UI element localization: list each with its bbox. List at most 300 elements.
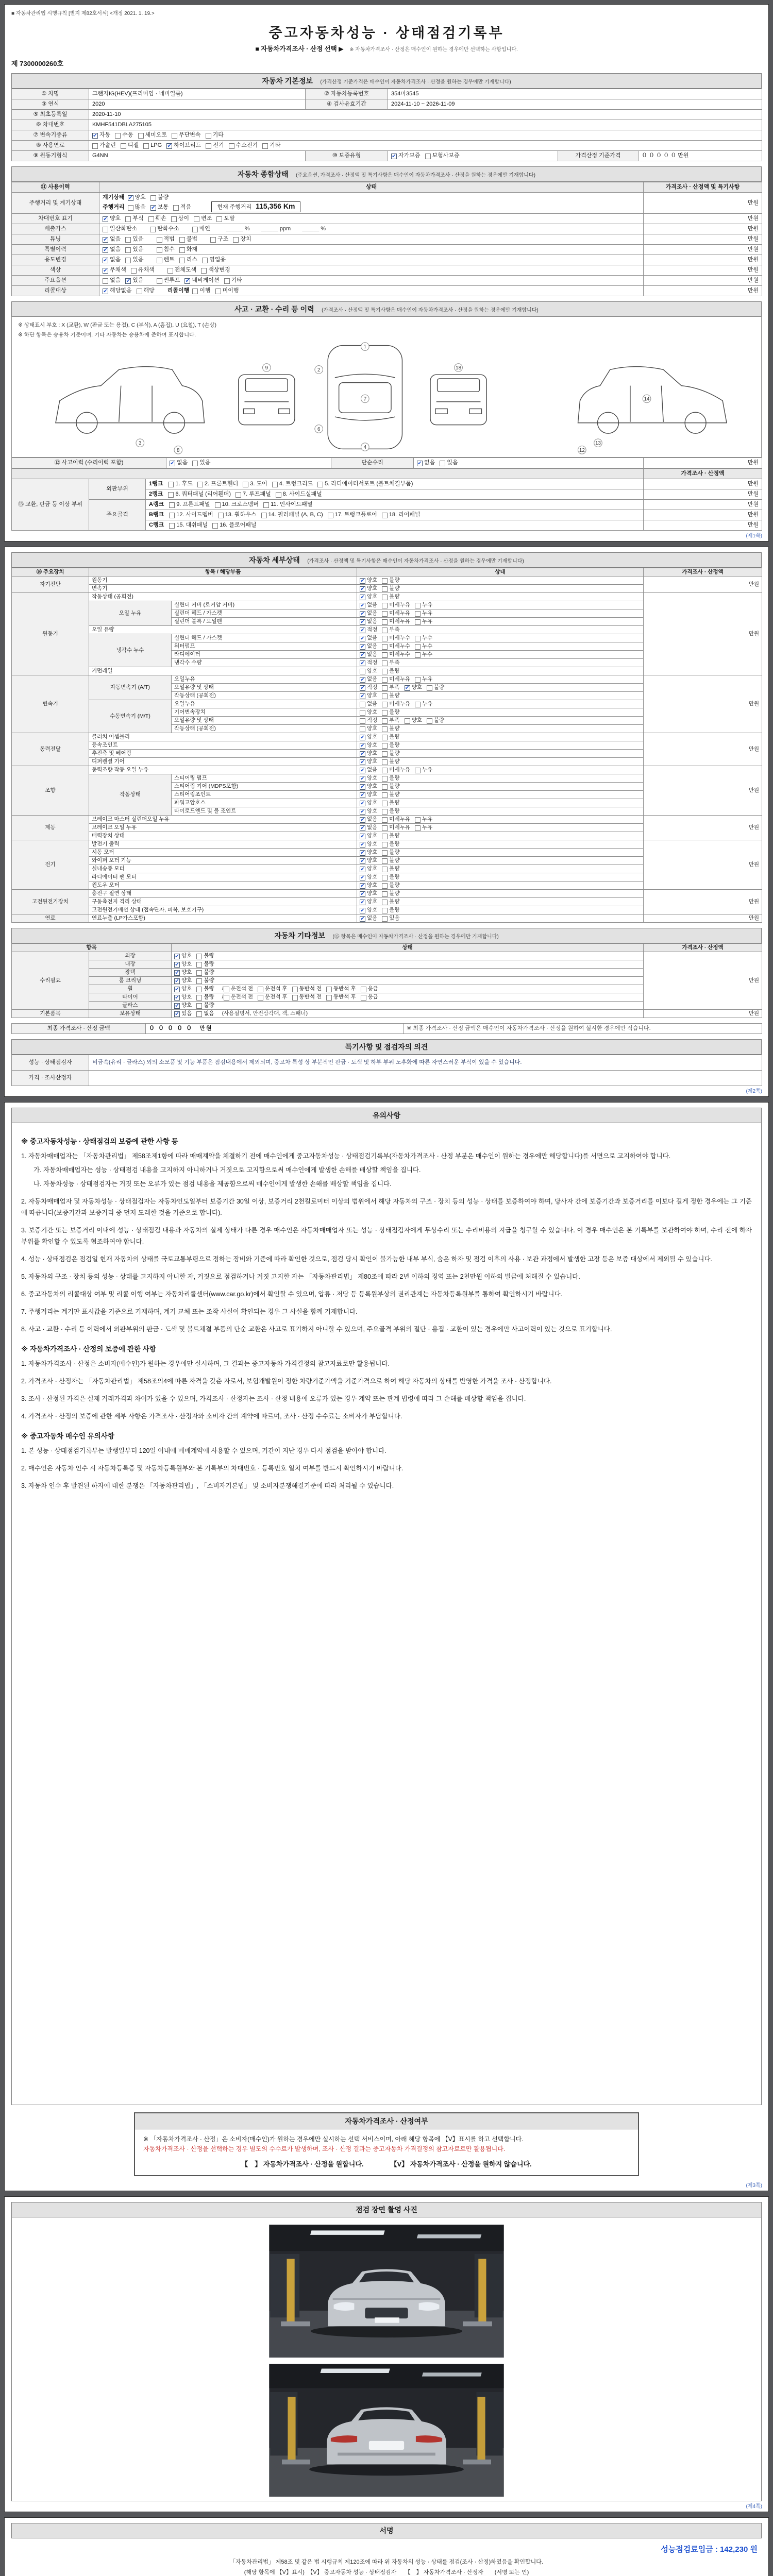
option-label: 양호 (367, 742, 378, 748)
checkbox[interactable] (427, 685, 432, 691)
checkbox[interactable] (169, 523, 175, 529)
fee-value: 142,230 (720, 2545, 748, 2554)
checkbox-option (360, 659, 377, 666)
checkbox[interactable]: ✔ (360, 636, 365, 641)
checkbox[interactable] (150, 227, 156, 232)
option-label: 12. 사이드멤버 (176, 512, 213, 518)
checkbox[interactable] (328, 513, 333, 518)
checkbox[interactable] (382, 710, 388, 716)
checkbox[interactable] (150, 195, 156, 201)
checkbox[interactable] (215, 289, 221, 294)
checkbox[interactable] (326, 995, 332, 1001)
checkbox[interactable]: ✔ (360, 900, 365, 905)
signature-parties: (해당 항목에 【V】표시) 【V】 중고자동차 성능 · 상태점검자 【 】 자동차가격조사 · 산정자 (서명 또는 인) (244, 2569, 529, 2575)
table-row (12, 130, 762, 141)
checkbox[interactable] (382, 842, 388, 848)
checkbox-option (360, 857, 377, 864)
checkbox[interactable]: ✔ (360, 628, 365, 633)
section-title: 유의사항 (372, 1111, 401, 1120)
checkbox[interactable] (103, 278, 108, 284)
checkbox[interactable] (224, 995, 229, 1001)
checkbox[interactable] (148, 216, 154, 222)
checkbox[interactable] (361, 995, 366, 1001)
checkbox[interactable]: ✔ (360, 858, 365, 864)
option-label: 불량 (389, 907, 400, 913)
checkbox-option (360, 824, 377, 831)
checkbox[interactable] (173, 205, 179, 211)
checkbox[interactable] (382, 644, 388, 650)
choice-option[interactable] (241, 2160, 363, 2168)
option-label: 불량 (389, 783, 400, 789)
checkbox[interactable] (218, 513, 224, 518)
checkbox[interactable] (103, 227, 108, 232)
item-state (357, 865, 644, 873)
checkbox[interactable] (206, 143, 211, 149)
checkbox-option (272, 480, 313, 488)
remarks-grid (11, 1055, 762, 1086)
checkbox[interactable] (121, 143, 126, 149)
checkbox[interactable]: ✔ (175, 978, 179, 984)
checkbox[interactable] (292, 987, 298, 992)
table-row (12, 675, 762, 684)
checkbox[interactable]: ✔ (360, 784, 365, 790)
checkbox[interactable] (382, 660, 388, 666)
checkbox[interactable] (196, 970, 202, 976)
checkbox[interactable]: ✔ (360, 660, 365, 666)
checkbox-option (229, 142, 258, 149)
checkbox-option (148, 215, 166, 223)
checkbox[interactable] (157, 278, 162, 284)
option-group (167, 287, 244, 294)
checkbox[interactable] (382, 578, 388, 584)
checkbox[interactable] (382, 825, 388, 831)
checkbox[interactable]: ✔ (360, 825, 365, 831)
checkbox[interactable] (382, 875, 388, 880)
checkbox[interactable] (382, 883, 388, 889)
checkbox[interactable] (138, 133, 144, 139)
option-group (210, 236, 256, 242)
checkbox[interactable] (382, 792, 388, 798)
checkbox[interactable] (382, 677, 388, 683)
checkbox[interactable]: ✔ (360, 693, 365, 699)
checkbox[interactable]: ✔ (103, 237, 108, 243)
checkbox[interactable] (382, 718, 388, 724)
checkbox[interactable] (360, 718, 365, 724)
checkbox[interactable]: ✔ (93, 133, 97, 139)
option-label: 누수 (422, 643, 433, 649)
checkbox[interactable] (415, 817, 421, 823)
checkbox[interactable] (125, 247, 131, 253)
checkbox[interactable] (125, 216, 131, 222)
checkbox[interactable]: ✔ (175, 1003, 179, 1009)
checkbox[interactable]: ✔ (170, 461, 175, 466)
checkbox[interactable] (382, 776, 388, 782)
checkbox[interactable] (196, 978, 202, 984)
checkbox[interactable]: ✔ (360, 891, 365, 897)
checkbox[interactable]: ✔ (360, 916, 365, 922)
checkbox[interactable] (224, 987, 229, 992)
checkbox[interactable] (172, 133, 177, 139)
checkbox[interactable] (216, 216, 222, 222)
checkbox[interactable] (233, 237, 239, 243)
checkbox[interactable] (92, 143, 98, 149)
checkbox[interactable] (415, 652, 421, 658)
field-label: ⑤ 최초등록일 (12, 110, 89, 120)
checkbox[interactable]: ✔ (185, 278, 190, 284)
checkbox-option (382, 833, 399, 839)
checkbox[interactable] (382, 611, 388, 617)
checkbox[interactable] (425, 154, 431, 159)
checkbox-option (415, 643, 432, 650)
item-state (357, 700, 644, 708)
checkbox[interactable] (427, 718, 432, 724)
checkbox-option (196, 961, 214, 968)
checkbox[interactable]: ✔ (405, 685, 410, 691)
checkbox[interactable] (262, 143, 268, 149)
checkbox[interactable]: ✔ (103, 258, 108, 263)
checkbox[interactable] (382, 628, 388, 633)
checkbox[interactable] (263, 502, 269, 508)
checkbox[interactable] (171, 216, 177, 222)
checkbox-option (415, 824, 432, 831)
checkbox-option (405, 684, 422, 691)
checkbox[interactable] (128, 205, 133, 211)
checkbox[interactable] (192, 227, 198, 232)
checkbox[interactable] (206, 133, 211, 139)
checkbox[interactable] (360, 710, 365, 716)
checkbox[interactable] (179, 247, 185, 253)
checkbox[interactable] (415, 677, 421, 683)
checkbox[interactable] (258, 995, 263, 1001)
checkbox-option (360, 874, 377, 880)
checkbox-option (405, 717, 422, 724)
section-title: 점검 장면 촬영 사진 (356, 2206, 417, 2214)
checkbox[interactable] (258, 987, 263, 992)
svg-text:3: 3 (139, 440, 142, 447)
checkbox[interactable]: ✔ (360, 834, 365, 839)
checkbox[interactable] (196, 987, 202, 992)
checkbox[interactable] (382, 652, 388, 658)
checkbox[interactable] (382, 817, 388, 823)
option-label: 적정 (367, 659, 378, 666)
detail-condition-grid (11, 568, 762, 923)
checkbox[interactable] (382, 669, 388, 674)
checkbox[interactable]: ✔ (360, 867, 365, 872)
checkbox[interactable] (415, 644, 421, 650)
checkbox-option (360, 602, 377, 608)
checkbox[interactable] (440, 461, 445, 466)
checkbox[interactable]: ✔ (126, 278, 130, 284)
item-name: 타이어 (89, 993, 172, 1002)
item-name: 워터펌프 (172, 642, 357, 651)
checkbox[interactable] (382, 636, 388, 641)
checkbox[interactable] (382, 850, 388, 856)
checkbox-option (292, 986, 322, 992)
checkbox-option (382, 915, 399, 922)
column-header: 상태 (357, 568, 644, 577)
checkbox[interactable] (360, 726, 365, 732)
checkbox[interactable] (382, 900, 388, 905)
checkbox[interactable] (201, 268, 207, 274)
price-cell: 만원 (644, 245, 762, 255)
checkbox[interactable] (382, 702, 388, 707)
item-state (357, 824, 644, 832)
checkbox[interactable]: ✔ (360, 908, 365, 913)
checkbox[interactable] (157, 237, 162, 243)
checkbox[interactable] (196, 1003, 202, 1009)
field-label: ③ 연식 (12, 99, 89, 110)
item-state (357, 609, 644, 618)
checkbox[interactable] (382, 891, 388, 897)
checkbox[interactable] (224, 278, 230, 284)
checkbox[interactable]: ✔ (103, 268, 108, 274)
checkbox[interactable] (167, 268, 173, 274)
option-label: 양호 (367, 791, 378, 798)
checkbox[interactable] (243, 482, 248, 487)
checkbox[interactable]: ✔ (360, 644, 365, 650)
checkbox[interactable] (194, 216, 199, 222)
checkbox[interactable] (192, 289, 198, 294)
field-value: 2020-11-10 (89, 110, 762, 120)
checkbox[interactable]: ✔ (360, 751, 365, 757)
checkbox-option (382, 635, 410, 641)
checkbox[interactable] (317, 482, 323, 487)
option-label: 없음 (367, 701, 378, 707)
checkbox[interactable] (236, 492, 241, 498)
checkbox-option (103, 246, 121, 253)
checkbox[interactable] (196, 1011, 202, 1017)
checkbox[interactable]: ✔ (175, 987, 179, 992)
option-label: 있음 (199, 460, 211, 466)
checkbox[interactable]: ✔ (360, 801, 365, 806)
checkbox[interactable]: ✔ (360, 677, 365, 683)
checkbox[interactable]: ✔ (175, 962, 179, 968)
checkbox[interactable] (415, 768, 421, 773)
checkbox[interactable] (276, 492, 281, 498)
checkbox[interactable] (169, 502, 175, 508)
checkbox[interactable] (382, 693, 388, 699)
option-group (167, 267, 235, 273)
checkbox[interactable]: ✔ (151, 205, 156, 211)
checkbox[interactable] (168, 482, 174, 487)
checkbox[interactable]: ✔ (360, 743, 365, 749)
checkbox[interactable] (382, 595, 388, 600)
checkbox[interactable]: ✔ (103, 289, 108, 294)
diagram-part-numbers (136, 343, 651, 454)
checkbox[interactable]: ✔ (175, 954, 179, 959)
option-label: 있음 (181, 1010, 192, 1016)
checkbox[interactable] (212, 523, 218, 529)
checkbox[interactable]: ✔ (167, 143, 172, 149)
checkbox[interactable] (360, 702, 365, 707)
option-group (103, 215, 240, 222)
checkbox[interactable]: ✔ (103, 247, 108, 253)
checkbox[interactable] (382, 603, 388, 608)
checkbox-option (192, 459, 210, 467)
checkbox[interactable] (382, 619, 388, 625)
choice-option[interactable] (391, 2160, 532, 2168)
option-label: 불량 (389, 808, 400, 814)
checkbox[interactable] (415, 611, 421, 617)
checkbox[interactable] (131, 268, 137, 274)
device-label: 원동기 (12, 593, 89, 675)
checkbox[interactable] (415, 619, 421, 625)
checkbox[interactable]: ✔ (392, 154, 396, 159)
checkbox[interactable]: ✔ (360, 735, 365, 740)
checkbox[interactable] (405, 718, 410, 724)
checkbox[interactable]: ✔ (360, 603, 365, 608)
checkbox[interactable] (196, 995, 202, 1001)
checkbox-option (360, 775, 377, 782)
checkbox[interactable] (382, 586, 388, 592)
checkbox[interactable]: ✔ (360, 586, 365, 592)
checkbox[interactable]: ✔ (360, 776, 365, 782)
checkbox[interactable] (415, 702, 421, 707)
checkbox[interactable] (196, 962, 202, 968)
checkbox[interactable] (192, 461, 198, 466)
checkbox[interactable]: ✔ (360, 611, 365, 617)
checkbox[interactable] (382, 784, 388, 790)
checkbox[interactable] (229, 143, 234, 149)
checkbox[interactable]: ✔ (175, 995, 179, 1001)
checkbox[interactable] (382, 751, 388, 757)
svg-text:12: 12 (579, 447, 585, 453)
option-label: 무단변속 (179, 132, 201, 138)
checkbox-option (360, 915, 377, 922)
checkbox[interactable] (125, 258, 131, 263)
checkbox[interactable] (169, 513, 175, 518)
item-state: ✔ 양호 불량 / 운전석 전 운전석 후 동반석 전 동반석 후 응급 (172, 993, 644, 1002)
checkbox[interactable] (143, 143, 149, 149)
checkbox[interactable] (292, 995, 298, 1001)
checkbox[interactable] (382, 513, 388, 518)
checkbox[interactable]: ✔ (360, 619, 365, 625)
option-label: 불량 (389, 577, 400, 583)
section-detail-condition (11, 552, 762, 568)
checkbox[interactable] (326, 987, 332, 992)
option-label: 양호 (181, 994, 192, 1000)
checkbox[interactable]: ✔ (360, 759, 365, 765)
checkbox-option (174, 1002, 192, 1009)
checkbox[interactable] (382, 834, 388, 839)
option-label: 1. 후드 (175, 481, 193, 487)
checkbox[interactable] (125, 237, 131, 243)
checkbox[interactable] (382, 916, 388, 922)
checkbox[interactable] (382, 768, 388, 773)
checkbox-option (382, 841, 399, 848)
option-label: 없음 (367, 610, 378, 616)
checkbox-option (103, 215, 121, 223)
checkbox[interactable] (382, 867, 388, 872)
checkbox[interactable] (382, 809, 388, 815)
checkbox[interactable] (210, 237, 216, 243)
checkbox-option (360, 577, 377, 584)
page-mark: (제3쪽) (746, 2183, 762, 2189)
checkbox-option (382, 899, 399, 905)
checkbox[interactable] (197, 482, 203, 487)
svg-text:9: 9 (265, 365, 268, 371)
checkbox[interactable] (360, 669, 365, 674)
checkbox[interactable]: ✔ (417, 461, 422, 466)
rank-name: A랭크 (149, 501, 164, 507)
basic-info-grid (11, 89, 762, 161)
checkbox[interactable]: ✔ (360, 809, 365, 815)
sub-group-label: 오일 누유 (89, 601, 172, 626)
checkbox[interactable] (272, 482, 278, 487)
option-label: 불량 (204, 969, 214, 975)
checkbox[interactable]: ✔ (360, 578, 365, 584)
inspection-fee (15, 2544, 758, 2554)
checkbox[interactable] (382, 743, 388, 749)
checkbox[interactable]: ✔ (360, 792, 365, 798)
checkbox[interactable]: ✔ (128, 195, 133, 201)
checkbox[interactable]: ✔ (360, 850, 365, 856)
checkbox-option (382, 816, 410, 823)
checkbox[interactable] (382, 858, 388, 864)
checkbox[interactable]: ✔ (175, 1011, 179, 1017)
checkbox[interactable] (415, 636, 421, 641)
price-cell: 만원 (644, 224, 762, 234)
checkbox[interactable] (137, 289, 142, 294)
checkbox[interactable]: ✔ (360, 768, 365, 773)
item-name: 보유상태 (89, 1010, 172, 1018)
option-label: 양호 (367, 841, 378, 847)
option-label: 불량 (389, 874, 400, 880)
checkbox[interactable] (382, 908, 388, 913)
checkbox[interactable]: ✔ (360, 595, 365, 600)
column-header: 항목 (12, 944, 172, 952)
checkbox[interactable] (382, 726, 388, 732)
checkbox-option (360, 750, 377, 757)
item-name: 오일유량 및 상태 (172, 684, 357, 692)
device-label: 연료 (12, 914, 89, 923)
option-label: 7. 루프패널 (243, 491, 271, 497)
checkbox[interactable] (115, 133, 121, 139)
row-state (99, 234, 644, 245)
checkbox[interactable] (382, 759, 388, 765)
checkbox[interactable] (415, 825, 421, 831)
checkbox[interactable] (168, 492, 174, 498)
checkbox[interactable]: ✔ (360, 842, 365, 848)
checkbox[interactable] (157, 247, 162, 253)
checkbox[interactable]: ✔ (175, 970, 179, 976)
checkbox[interactable]: ✔ (103, 216, 108, 222)
checkbox[interactable]: ✔ (360, 875, 365, 880)
item-note: (사용설명서, 안전삼각대, 잭, 스패너) (222, 1010, 308, 1016)
checkbox[interactable] (361, 987, 366, 992)
checkbox[interactable]: ✔ (360, 817, 365, 823)
checkbox[interactable]: ✔ (360, 652, 365, 658)
checkbox[interactable]: ✔ (360, 883, 365, 889)
checkbox[interactable] (179, 237, 185, 243)
checkbox[interactable] (157, 258, 162, 263)
checkbox[interactable] (382, 801, 388, 806)
checkbox[interactable] (179, 258, 185, 263)
checkbox[interactable] (415, 603, 421, 608)
checkbox[interactable] (382, 735, 388, 740)
item-state (357, 651, 644, 659)
option-label: 미세누유 (389, 824, 410, 831)
checkbox[interactable] (261, 513, 267, 518)
checkbox[interactable] (196, 954, 202, 959)
checkbox[interactable] (215, 502, 221, 508)
final-price-table (11, 1023, 762, 1034)
checkbox-option (360, 734, 377, 740)
checkbox[interactable] (382, 685, 388, 691)
device-label: 동력전달 (12, 733, 89, 766)
checkbox[interactable] (202, 258, 208, 263)
checkbox[interactable]: ✔ (360, 685, 365, 691)
